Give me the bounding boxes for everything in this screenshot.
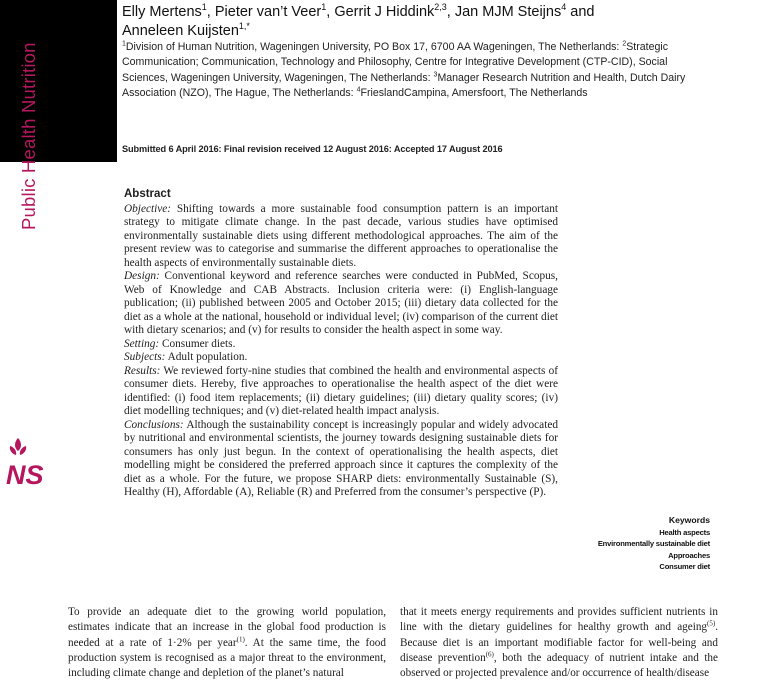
affiliations	[122, 40, 702, 102]
author-name: Jan MJM Steijns	[454, 4, 562, 20]
citation-ref: (1)	[236, 634, 245, 643]
abstract-text: We reviewed forty-nine studies that combined the health and environmental aspects of consumer diets. Hereby, five approaches to operationalise the health aspect of the diet were identified: (i) food item replacements; (ii) dietary guidelines; (iii) dietary quality scores; (iv) diet modelling techniques; and (v) diet-related health impact analysis.	[124, 364, 558, 417]
abstract-title: Abstract	[124, 188, 171, 200]
body-text: To provide an adequate diet to the growing world population, estimates indicate that an increase in the global food production is needed at a rate of 1·2% per year	[68, 606, 386, 649]
affiliation-number: 1	[122, 40, 126, 48]
abstract-label: Conclusions:	[124, 418, 184, 431]
author-name: Anneleen Kuijsten	[122, 23, 239, 39]
body-column-left	[68, 605, 386, 681]
keyword-item: Consumer diet	[659, 562, 710, 571]
abstract-label: Results:	[124, 364, 161, 377]
journal-name: Public Health Nutrition	[18, 42, 39, 230]
submission-dates: Submitted 6 April 2016: Final revision received 12 August 2016: Accepted 17 August 2016	[122, 144, 503, 154]
keyword-item: Approaches	[668, 550, 710, 560]
abstract-text: Shifting towards a more sustainable food consumption pattern is an important strategy to mitigate climate change. In the past decade, various studies have optimised environmentally sustainable diets using different methodological approaches. The aim of the present review was to categorise and summarise the different approaches to operationalise the health aspects of environmentally sustainable diets.	[124, 202, 558, 269]
abstract-text: Although the sustainability concept is increasingly popular and widely advocated by nutritional and environmental scientists, the journey towards designing sustainable diets for consumers has only just begun. In the context of operationalising the health aspects, diet modelling might be considered the preferred approach since it captures the complexity of the diet as a whole. For the future, we propose SHARP diets: environmentally Sustainable (S), Healthy (H), Affordable (A), Reliable (R) and Preferred from the consumer’s perspective (P).	[124, 418, 558, 498]
affiliation-text: Strategic Communication; Communication, Technology and Philosophy, Centre for Integrative Development (CTP-CID), Social Sciences, Wageningen University, Wageningen, The Netherlands:	[122, 41, 669, 84]
author-affiliation-sup: 1	[321, 2, 327, 13]
body-text: , both the adequacy of nutrient intake and the observed or projected prevalence and/or occurrence of health/disease	[400, 651, 718, 680]
author-separator: ,	[326, 4, 335, 20]
affiliation-number: 4	[356, 86, 361, 94]
author-separator: and	[566, 4, 595, 20]
abstract-text: Consumer diets.	[161, 337, 236, 350]
citation-ref: (5)	[707, 619, 716, 628]
affiliation-number: 3	[433, 71, 438, 79]
affiliation-text: Division of Human Nutrition, Wageningen University, PO Box 17, 6700 AA Wageningen, The Netherlands:	[125, 41, 620, 53]
abstract-results	[124, 365, 558, 419]
abstract-section	[124, 188, 558, 500]
abstract-label: Objective:	[124, 202, 172, 215]
author-name: Gerrit J Hiddink	[334, 4, 435, 20]
logo-lettering: NS	[6, 460, 44, 488]
affiliation-text: Manager Research Nutrition and Health, Dutch Dairy Association (NZO), The Hague, The Netherlands:	[122, 71, 686, 100]
abstract-objective	[124, 203, 558, 271]
abstract-design	[124, 270, 558, 338]
body-text: . Because diet is an important modifiable factor for well-being and disease prevention	[400, 621, 718, 664]
abstract-text: Conventional keyword and reference searches were conducted in PubMed, Scopus, Web of Knowledge and CAB Abstracts. Inclusion criteria were: (i) English-language publication; (ii) published between 2005 and October 2015; (iii) dietary data collected for the diet as a whole at the national, household or individual level; (iv) comparison of the current diet with dietary scenarios; and (v) for results to consider the health aspect in some way.	[124, 270, 559, 336]
body-text: that it meets energy requirements and provides sufficient nutrients in line with the dietary guidelines for healthy growth and ageing	[400, 606, 718, 634]
body-column-right	[400, 605, 718, 681]
author-separator: ,	[206, 4, 215, 20]
abstract-subjects	[124, 351, 558, 365]
author-separator: ,	[446, 4, 455, 20]
author-name: Elly Mertens	[122, 4, 202, 20]
keyword-item: Health aspects	[659, 527, 710, 537]
abstract-label: Design:	[124, 270, 160, 282]
author-affiliation-sup: 1,*	[238, 21, 250, 32]
author-name: Pieter van’t Veer	[214, 4, 322, 20]
affiliation-number: 2	[622, 40, 627, 48]
keyword-item: Environmentally sustainable diet	[597, 539, 710, 548]
citation-ref: (6)	[485, 650, 494, 659]
author-affiliation-sup: 1	[201, 2, 207, 13]
abstract-conclusions	[124, 419, 558, 500]
affiliation-text: FrieslandCampina, Amersfoort, The Netherlands	[360, 87, 588, 100]
author-affiliation-sup: 2,3	[434, 2, 447, 13]
body-text: . At the same time, the food production system is recognised as a major threat to the environment, including climate change and depletion of the planet’s natural	[68, 636, 386, 680]
abstract-text: Adult population.	[167, 351, 248, 363]
abstract-label: Setting:	[124, 337, 160, 350]
keywords-box	[560, 515, 710, 573]
author-list	[122, 3, 722, 41]
journal-logo-icon	[4, 436, 44, 488]
abstract-label: Subjects:	[124, 351, 166, 363]
abstract-setting	[124, 338, 558, 352]
author-affiliation-sup: 4	[561, 2, 567, 13]
keywords-title: Keywords	[668, 515, 710, 525]
